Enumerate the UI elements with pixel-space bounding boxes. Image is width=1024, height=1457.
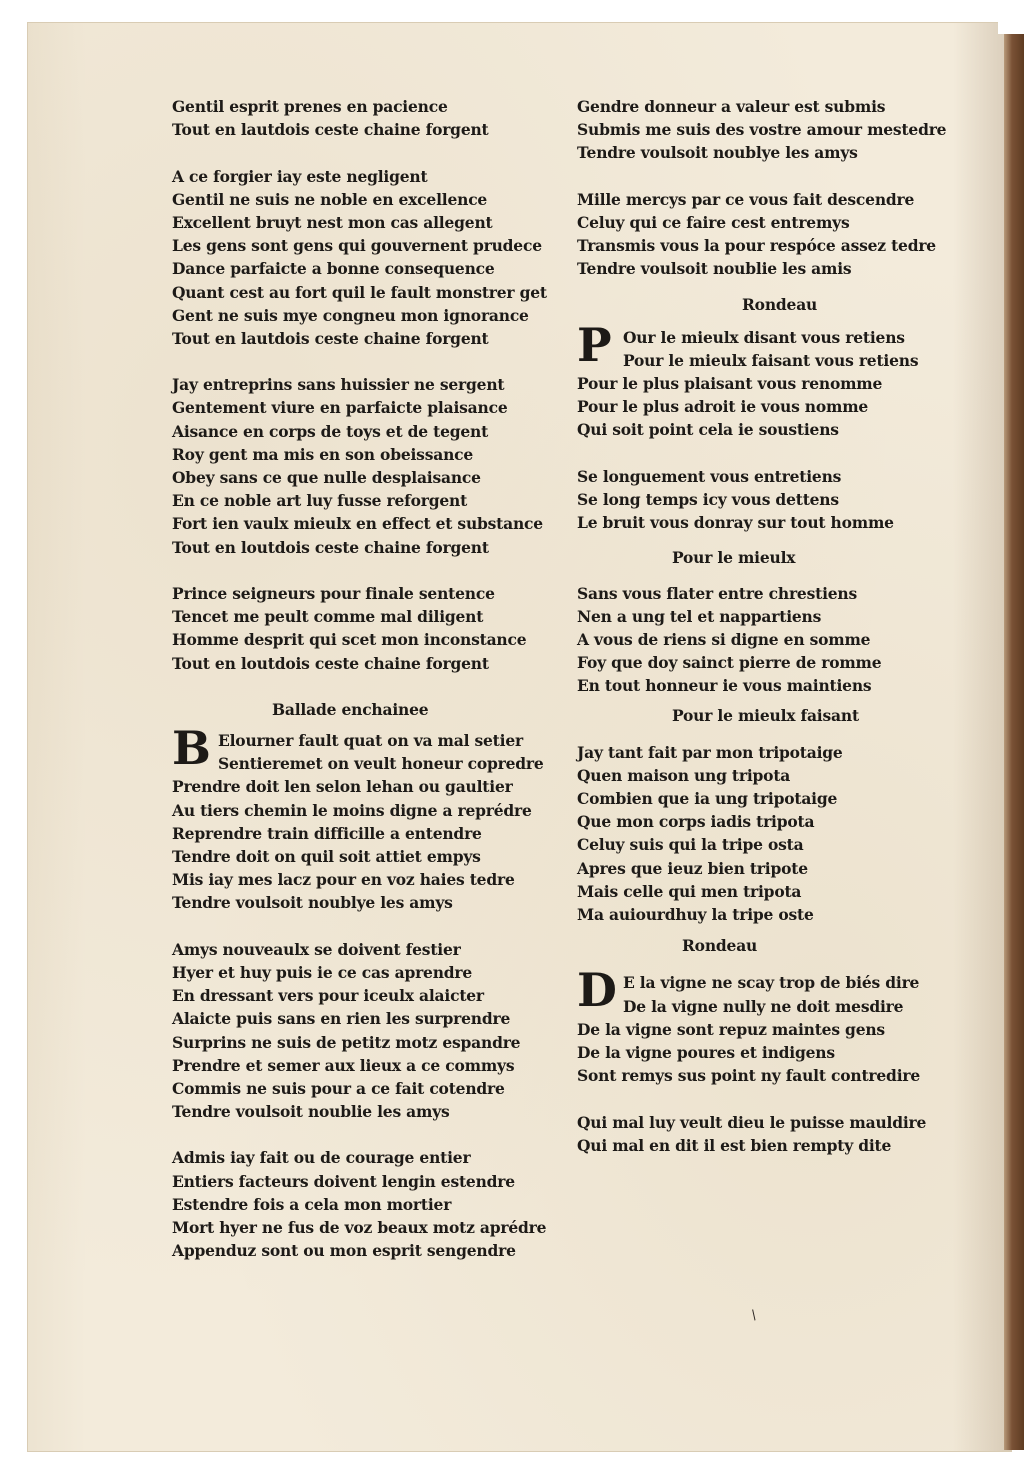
verse-line: Tencet me peult comme mal diligent	[172, 607, 484, 627]
stanza-gap	[172, 559, 562, 582]
verse-line: De la vigne sont repuz maintes gens	[577, 1019, 885, 1039]
verse-line: A ce forgier iay este negligent	[172, 166, 428, 186]
stanza-gap	[577, 442, 952, 465]
verse-line: Foy que doy sainct pierre de romme	[577, 653, 882, 673]
verse-line: Tendre voulsoit noublye les amys	[577, 143, 858, 163]
verse-line: Gentement viure en parfaicte plaisance	[172, 398, 508, 418]
verse-line: Pour le plus adroit ie vous nomme	[577, 397, 869, 417]
stanza-gap	[172, 915, 562, 938]
verse-line: Se long temps icy vous dettens	[577, 490, 839, 509]
verse-line: Aisance en corps de toys et de tegent	[172, 421, 489, 441]
binding-top-gap	[998, 0, 1024, 34]
verse-line: Tendre voulsoit noublie les amis	[577, 259, 852, 279]
verse-line: Sentieremet on veult honeur copredre	[218, 754, 544, 774]
verse-line: Jay entreprins sans huissier ne sergent	[172, 375, 505, 395]
verse-line: Alaicte puis sans en rien les surprendre	[172, 1009, 511, 1029]
verse-line: Prendre doit len selon lehan ou gaultier	[172, 777, 513, 797]
stanza-gap	[172, 350, 562, 373]
verse-line: Sans vous flater entre chrestiens	[577, 583, 858, 603]
verse-line: Pour le plus plaisant vous renomme	[577, 374, 883, 394]
verse-line: Combien que ia ung tripotaige	[577, 789, 838, 809]
rondeau-2-opening	[577, 963, 952, 1018]
verse-line: En tout honneur ie vous maintiens	[577, 676, 872, 696]
stanza-gap	[172, 1123, 562, 1146]
verse-line: Excellent bruyt nest mon cas allegent	[172, 212, 493, 232]
verse-line: A vous de riens si digne en somme	[577, 629, 871, 649]
verse-line: Gentil esprit prenes en pacience	[172, 97, 448, 116]
verse-line: Transmis vous la pour respóce assez tedre	[577, 236, 936, 256]
verse-line: Submis me suis des vostre amour mestedre	[577, 120, 947, 140]
drop-capital-b: B	[172, 721, 211, 776]
verse-line: Pour le mieulx faisant vous retiens	[623, 350, 919, 370]
verse-line: Sont remys sus point ny fault contredire	[577, 1066, 921, 1086]
verse-line: Tout en lautdois ceste chaine forgent	[172, 328, 489, 348]
verse-line: Tendre voulsoit noublie les amys	[172, 1102, 450, 1122]
section-heading-pour-mieulx: Pour le mieulx	[672, 548, 796, 568]
verse-line: Quen maison ung tripota	[577, 765, 791, 785]
verse-line: Estendre fois a cela mon mortier	[172, 1194, 452, 1214]
verse-line: Gendre donneur a valeur est submis	[577, 97, 886, 116]
verse-line: Tout en lautdois ceste chaine forgent	[172, 120, 489, 140]
verse-line: Surprins ne suis de petitz motz espandre	[172, 1032, 521, 1052]
stanza-gap	[172, 675, 562, 698]
verse-line: Que mon corps iadis tripota	[577, 812, 815, 832]
verse-line: Hyer et huy puis ie ce cas aprendre	[172, 962, 473, 982]
verse-line: Se longuement vous entretiens	[577, 466, 842, 486]
verse-line: Elourner fault quat on va mal setier	[218, 731, 523, 751]
verse-line: De la vigne nully ne doit mesdire	[623, 996, 904, 1016]
rondeau-opening	[577, 317, 952, 372]
verse-line: Qui soit point cela ie soustiens	[577, 420, 839, 440]
stanza-gap	[577, 534, 952, 546]
stanza-gap	[577, 316, 952, 326]
verse-line: Mille mercys par ce vous fait descendre	[577, 189, 915, 209]
book-binding-edge	[1004, 30, 1024, 1450]
verse-line: Reprendre train difficille a entendre	[172, 823, 482, 843]
verse-line: Mis iay mes lacz pour en voz haies tedre	[172, 870, 515, 890]
verse-line: Tout en loutdois ceste chaine forgent	[172, 537, 489, 557]
stanza-gap	[577, 957, 952, 971]
verse-line: Au tiers chemin le moins digne a reprédre	[172, 800, 532, 820]
verse-line: Amys nouveaulx se doivent festier	[172, 939, 461, 959]
stanza-gap	[577, 1087, 952, 1110]
ballade-opening	[172, 721, 562, 776]
stanza-gap	[577, 727, 952, 741]
verse-line: Le bruit vous donray sur tout homme	[577, 513, 894, 533]
stanza-gap	[577, 570, 952, 582]
verse-line: De la vigne poures et indigens	[577, 1042, 835, 1062]
drop-capital-d: D	[577, 963, 617, 1018]
stanza-gap	[577, 281, 952, 293]
verse-line: E la vigne ne scay trop de biés dire	[623, 973, 920, 993]
verse-line: Admis iay fait ou de courage entier	[172, 1148, 471, 1168]
verse-line: Tendre voulsoit noublye les amys	[172, 893, 453, 913]
verse-line: Qui mal luy veult dieu le puisse mauldire	[577, 1112, 927, 1132]
section-heading-rondeau: Rondeau	[742, 294, 818, 314]
right-text-column	[577, 95, 952, 1157]
verse-line: Apres que ieuz bien tripote	[577, 858, 808, 878]
verse-line: Homme desprit qui scet mon inconstance	[172, 630, 527, 650]
verse-line: Quant cest au fort quil le fault monstrer get	[172, 282, 547, 302]
section-heading-rondeau-2: Rondeau	[682, 936, 758, 956]
section-heading-ballade: Ballade enchainee	[272, 699, 429, 719]
stanza-gap	[172, 141, 562, 164]
verse-line: Gentil ne suis ne noble en excellence	[172, 189, 488, 209]
verse-line: Our le mieulx disant vous retiens	[623, 327, 905, 347]
verse-line: Nen a ung tel et nappartiens	[577, 606, 822, 626]
verse-line: Obey sans ce que nulle desplaisance	[172, 468, 481, 487]
verse-line: Fort ien vaulx mieulx en effect et substance	[172, 514, 543, 534]
verse-line: Mort hyer ne fus de voz beaux motz aprédre	[172, 1218, 547, 1237]
verse-line: Tendre doit on quil soit attiet empys	[172, 847, 481, 866]
verse-line: Commis ne suis pour a ce fait cotendre	[172, 1078, 505, 1098]
verse-line: Roy gent ma mis en son obeissance	[172, 444, 474, 464]
stanza-gap	[577, 165, 952, 188]
verse-line: Les gens sont gens qui gouvernent prudece	[172, 236, 542, 256]
verse-line: Prendre et semer aux lieux a ce commys	[172, 1055, 515, 1075]
stanza-gap	[577, 926, 952, 934]
ink-mark: /	[748, 1307, 760, 1324]
verse-line: En dressant vers pour iceulx alaicter	[172, 986, 484, 1006]
verse-line: Jay tant fait par mon tripotaige	[577, 742, 843, 762]
verse-line: Dance parfaicte a bonne consequence	[172, 259, 495, 279]
drop-capital-p: P	[577, 317, 612, 372]
stanza-gap	[172, 721, 562, 729]
verse-line: Entiers facteurs doivent lengin estendre	[172, 1171, 515, 1191]
verse-line: Mais celle qui men tripota	[577, 881, 802, 901]
verse-line: Gent ne suis mye congneu mon ignorance	[172, 305, 529, 325]
verse-line: Appenduz sont ou mon esprit sengendre	[172, 1241, 516, 1261]
verse-line: Ma auiourdhuy la tripe oste	[577, 905, 814, 924]
verse-line: En ce noble art luy fusse reforgent	[172, 491, 468, 511]
section-heading-pour-mieulx-faisant: Pour le mieulx faisant	[672, 705, 859, 725]
verse-line: Celuy suis qui la tripe osta	[577, 835, 804, 855]
verse-line: Qui mal en dit il est bien rempty dite	[577, 1135, 892, 1155]
verse-line: Celuy qui ce faire cest entremys	[577, 212, 850, 232]
verse-line: Prince seigneurs pour finale sentence	[172, 583, 495, 603]
left-text-column	[172, 95, 562, 1262]
verse-line: Tout en loutdois ceste chaine forgent	[172, 653, 489, 673]
